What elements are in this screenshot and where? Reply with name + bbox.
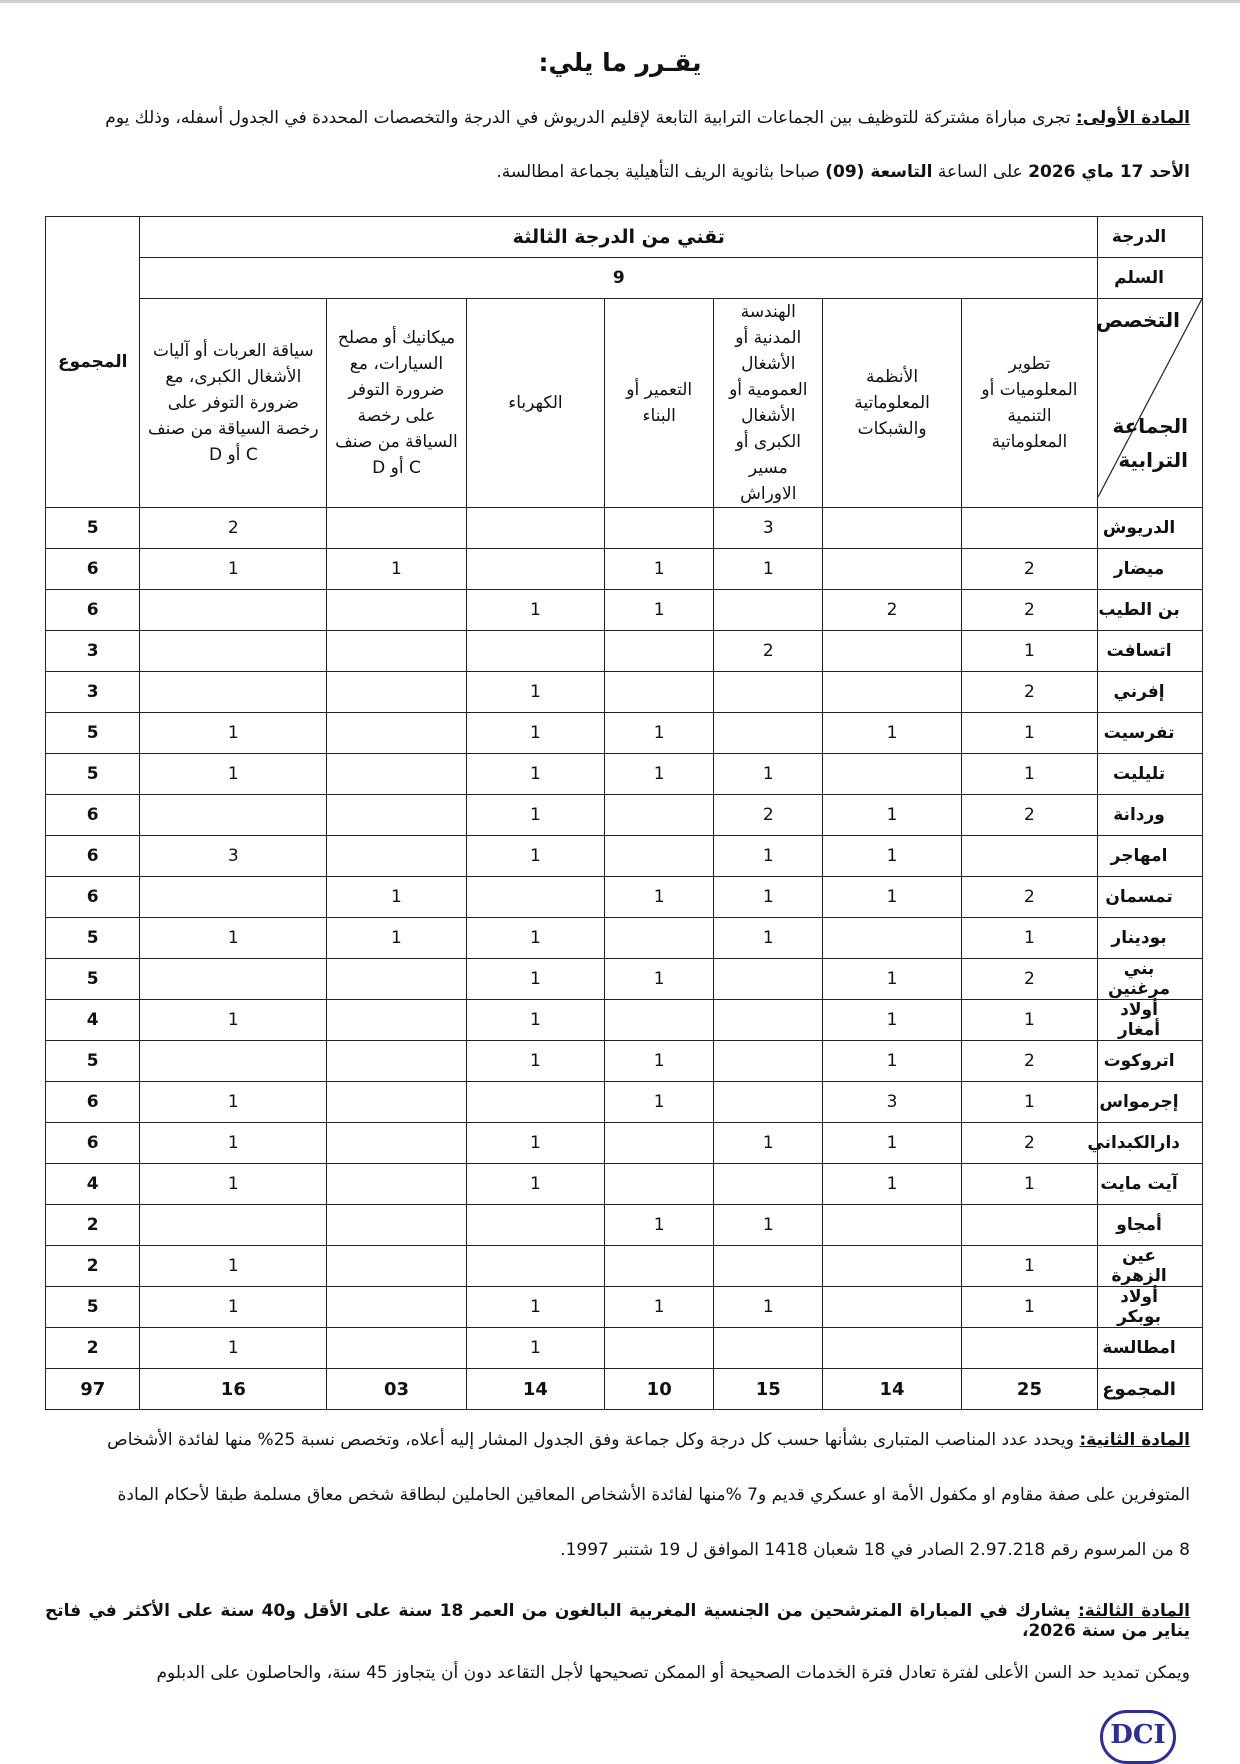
positions-cell: 1 — [605, 713, 714, 754]
positions-cell — [466, 508, 604, 549]
positions-cell — [823, 508, 961, 549]
commune-name: تليليت — [1098, 754, 1203, 795]
total-header: المجموع — [46, 217, 140, 508]
positions-cell: 1 — [961, 918, 1097, 959]
positions-cell — [714, 713, 823, 754]
row-total-cell: 6 — [46, 1123, 140, 1164]
positions-cell — [327, 1205, 467, 1246]
positions-cell: 1 — [140, 754, 327, 795]
positions-cell: 2 — [961, 1123, 1097, 1164]
table-row — [46, 1205, 1203, 1246]
specialty-label: التخصص — [1096, 308, 1180, 332]
row-total-cell: 6 — [46, 549, 140, 590]
table-row — [46, 672, 1203, 713]
positions-cell: 1 — [961, 1246, 1097, 1287]
specialty-header: التعمير أو البناء — [605, 299, 714, 508]
positions-cell — [823, 1246, 961, 1287]
positions-cell — [140, 795, 327, 836]
positions-cell — [140, 590, 327, 631]
positions-cell — [714, 1000, 823, 1041]
positions-cell: 2 — [961, 959, 1097, 1000]
commune-name: دارالكبداني — [1098, 1123, 1203, 1164]
row-total-cell: 2 — [46, 1246, 140, 1287]
page-top-edge — [0, 0, 1240, 3]
table-row — [46, 1287, 1203, 1328]
positions-cell: 1 — [605, 1287, 714, 1328]
positions-cell — [823, 754, 961, 795]
positions-cell: 2 — [823, 590, 961, 631]
commune-name: إجرمواس — [1098, 1082, 1203, 1123]
table-row — [46, 1164, 1203, 1205]
positions-cell: 1 — [714, 877, 823, 918]
positions-cell — [714, 590, 823, 631]
specialty-row — [46, 299, 1203, 508]
positions-cell: 1 — [466, 1328, 604, 1369]
specialty-commune-header — [1098, 299, 1203, 508]
commune-name: وردانة — [1098, 795, 1203, 836]
table-row — [46, 918, 1203, 959]
table-row — [46, 754, 1203, 795]
positions-cell: 1 — [466, 754, 604, 795]
positions-cell — [605, 672, 714, 713]
table-row — [46, 836, 1203, 877]
grade-row — [46, 217, 1203, 258]
positions-cell — [714, 672, 823, 713]
positions-cell — [327, 1123, 467, 1164]
article-3-line-1 — [45, 1601, 1190, 1641]
positions-cell: 2 — [961, 877, 1097, 918]
totals-row — [46, 1369, 1203, 1410]
positions-cell — [327, 795, 467, 836]
positions-cell — [140, 1041, 327, 1082]
positions-cell: 1 — [961, 713, 1097, 754]
article-3-label: المادة الثالثة: — [1077, 1601, 1190, 1621]
table-row — [46, 631, 1203, 672]
row-total-cell: 6 — [46, 590, 140, 631]
exam-date: الأحد 17 ماي 2026 — [1028, 162, 1190, 182]
specialty-header: الهندسة المدنية أو الأشغال العمومية أو الأشغال الكبرى أو مسير الاوراش — [714, 299, 823, 508]
positions-cell: 1 — [140, 1164, 327, 1205]
row-total-cell: 3 — [46, 631, 140, 672]
row-total-cell: 2 — [46, 1205, 140, 1246]
commune-label-line-1: الجماعة — [1112, 414, 1188, 438]
positions-cell: 1 — [714, 1205, 823, 1246]
positions-cell: 1 — [605, 549, 714, 590]
commune-name: أمجاو — [1098, 1205, 1203, 1246]
grade-value: تقني من الدرجة الثالثة — [140, 217, 1098, 258]
positions-table — [45, 216, 1203, 1410]
article-3-text-1: يشارك في المباراة المترشحين من الجنسية المغربية البالغون من العمر 18 سنة على الأقل و40 سنة على الأكثر في فاتح يناير من سنة 2026، — [45, 1601, 1190, 1641]
positions-cell: 1 — [466, 590, 604, 631]
row-total-cell: 6 — [46, 795, 140, 836]
specialty-header: الكهرباء — [466, 299, 604, 508]
commune-name: بني مرغنين — [1098, 959, 1203, 1000]
positions-cell — [714, 1246, 823, 1287]
table-row — [46, 877, 1203, 918]
positions-cell — [327, 508, 467, 549]
positions-cell — [466, 1082, 604, 1123]
positions-cell: 1 — [140, 1287, 327, 1328]
positions-cell — [714, 1082, 823, 1123]
table-row — [46, 549, 1203, 590]
commune-name: إفرني — [1098, 672, 1203, 713]
positions-cell: 3 — [140, 836, 327, 877]
row-total-cell: 5 — [46, 1041, 140, 1082]
decision-heading: يقـرر ما يلي: — [538, 48, 702, 77]
positions-cell: 1 — [466, 795, 604, 836]
positions-cell — [823, 1328, 961, 1369]
positions-cell — [327, 1041, 467, 1082]
article-1-line-2 — [45, 162, 1190, 182]
table-row — [46, 1041, 1203, 1082]
positions-cell — [823, 631, 961, 672]
row-total-cell: 3 — [46, 672, 140, 713]
row-total-cell: 5 — [46, 754, 140, 795]
positions-cell: 2 — [714, 631, 823, 672]
commune-name: تمسمان — [1098, 877, 1203, 918]
commune-name: الدريوش — [1098, 508, 1203, 549]
article-1-label: المادة الأولى: — [1075, 108, 1190, 128]
table-row — [46, 1000, 1203, 1041]
article-2-label: المادة الثانية: — [1079, 1430, 1190, 1450]
positions-cell — [466, 1205, 604, 1246]
positions-cell: 2 — [961, 795, 1097, 836]
positions-cell — [327, 1246, 467, 1287]
row-total-cell: 5 — [46, 508, 140, 549]
scale-row — [46, 258, 1203, 299]
table-row — [46, 795, 1203, 836]
positions-cell — [327, 713, 467, 754]
positions-cell: 1 — [605, 754, 714, 795]
positions-cell: 1 — [466, 1287, 604, 1328]
specialty-header: تطوير المعلوميات أو التنمية المعلوماتية — [961, 299, 1097, 508]
positions-cell: 1 — [823, 1041, 961, 1082]
positions-cell — [823, 1287, 961, 1328]
positions-cell — [605, 918, 714, 959]
positions-cell — [605, 631, 714, 672]
positions-cell — [714, 1328, 823, 1369]
commune-name: تفرسيت — [1098, 713, 1203, 754]
positions-cell: 1 — [961, 631, 1097, 672]
article-1-line-1 — [45, 108, 1190, 128]
positions-cell: 1 — [466, 713, 604, 754]
positions-cell: 1 — [605, 1082, 714, 1123]
positions-cell — [140, 631, 327, 672]
positions-cell: 1 — [714, 549, 823, 590]
positions-cell — [140, 959, 327, 1000]
positions-cell — [327, 1082, 467, 1123]
commune-name: بن الطيب — [1098, 590, 1203, 631]
positions-cell — [140, 1205, 327, 1246]
positions-cell — [714, 1164, 823, 1205]
specialty-header: الأنظمة المعلوماتية والشبكات — [823, 299, 961, 508]
positions-cell — [605, 1000, 714, 1041]
row-total-cell: 4 — [46, 1164, 140, 1205]
positions-cell: 1 — [466, 672, 604, 713]
positions-cell — [961, 836, 1097, 877]
positions-cell — [327, 836, 467, 877]
positions-cell — [823, 1205, 961, 1246]
positions-cell: 1 — [605, 1041, 714, 1082]
row-total-cell: 6 — [46, 1082, 140, 1123]
table-row — [46, 590, 1203, 631]
grade-label: الدرجة — [1098, 217, 1203, 258]
positions-cell — [327, 959, 467, 1000]
row-total-cell: 5 — [46, 959, 140, 1000]
positions-cell — [714, 959, 823, 1000]
row-total-cell: 5 — [46, 713, 140, 754]
positions-cell — [961, 508, 1097, 549]
positions-cell: 1 — [823, 877, 961, 918]
positions-cell — [605, 508, 714, 549]
specialty-total-cell: 10 — [605, 1369, 714, 1410]
positions-cell: 1 — [140, 713, 327, 754]
positions-cell — [327, 1287, 467, 1328]
positions-cell: 1 — [466, 836, 604, 877]
positions-cell: 2 — [961, 590, 1097, 631]
positions-cell: 1 — [605, 1205, 714, 1246]
table-row — [46, 713, 1203, 754]
positions-cell: 3 — [714, 508, 823, 549]
positions-cell — [714, 1041, 823, 1082]
specialty-header: سياقة العربات أو آليات الأشغال الكبرى، مع ضرورة التوفر على رخصة السياقة من صنف C أو D — [140, 299, 327, 508]
positions-cell: 1 — [466, 1123, 604, 1164]
positions-cell — [823, 672, 961, 713]
positions-cell: 1 — [823, 836, 961, 877]
table-row — [46, 959, 1203, 1000]
commune-name: امطالسة — [1098, 1328, 1203, 1369]
scale-label: السلم — [1098, 258, 1203, 299]
positions-cell: 1 — [466, 918, 604, 959]
table-row — [46, 1328, 1203, 1369]
positions-cell: 2 — [961, 549, 1097, 590]
positions-cell: 1 — [823, 1123, 961, 1164]
commune-name: ميضار — [1098, 549, 1203, 590]
article-2-text-1: ويحدد عدد المناصب المتبارى بشأنها حسب كل درجة وكل جماعة وفق الجدول المشار إليه أعلاه، وتخصص نسبة 25% منها لفائدة الأشخاص — [107, 1430, 1080, 1450]
commune-name: امهاجر — [1098, 836, 1203, 877]
article-3-line-2: ويمكن تمديد حد السن الأعلى لفترة تعادل فترة الخدمات الصحيحة أو الممكن تصحيحها لأجل التقاعد دون أن يتجاوز 45 سنة، والحاصلون على الدبلوم — [156, 1663, 1190, 1683]
positions-cell: 2 — [961, 1041, 1097, 1082]
positions-cell — [605, 1123, 714, 1164]
article-1-text: تجرى مباراة مشتركة للتوظيف بين الجماعات الترابية التابعة لإقليم الدريوش في الدرجة والتخصصات المحددة في الجدول أسفله، وذلك يوم — [105, 108, 1076, 128]
scale-value: 9 — [140, 258, 1098, 299]
specialty-total-cell: 14 — [823, 1369, 961, 1410]
positions-cell — [605, 1246, 714, 1287]
positions-cell: 1 — [140, 1123, 327, 1164]
row-total-cell: 4 — [46, 1000, 140, 1041]
commune-name: عين الزهرة — [1098, 1246, 1203, 1287]
positions-cell — [823, 549, 961, 590]
positions-cell — [327, 1164, 467, 1205]
table-row — [46, 1082, 1203, 1123]
positions-cell — [327, 1000, 467, 1041]
positions-cell: 3 — [823, 1082, 961, 1123]
article-1-end: صباحا بثانوية الريف التأهيلية بجماعة امطالسة. — [496, 162, 826, 182]
row-total-cell: 6 — [46, 836, 140, 877]
specialty-total-cell: 03 — [327, 1369, 467, 1410]
positions-cell: 1 — [466, 1000, 604, 1041]
positions-cell: 2 — [140, 508, 327, 549]
article-2-line-2: المتوفرين على صفة مقاوم او مكفول الأمة او عسكري قديم و7 %منها لفائدة الأشخاص المعاقين الحاملين لبطاقة شخص معاق مسلمة طبقا لأحكام المادة — [117, 1485, 1190, 1505]
positions-cell: 1 — [605, 590, 714, 631]
commune-name: بودينار — [1098, 918, 1203, 959]
positions-cell — [140, 877, 327, 918]
positions-cell: 1 — [714, 1287, 823, 1328]
positions-cell: 2 — [714, 795, 823, 836]
positions-cell — [466, 549, 604, 590]
positions-cell — [327, 1328, 467, 1369]
positions-cell: 1 — [961, 1164, 1097, 1205]
specialty-total-cell: 16 — [140, 1369, 327, 1410]
specialty-total-cell: 15 — [714, 1369, 823, 1410]
positions-cell — [466, 1246, 604, 1287]
positions-cell — [327, 672, 467, 713]
positions-cell: 1 — [140, 1000, 327, 1041]
row-total-cell: 5 — [46, 1287, 140, 1328]
positions-cell: 1 — [140, 549, 327, 590]
positions-cell: 1 — [605, 959, 714, 1000]
commune-name: أولاد أمغار — [1098, 1000, 1203, 1041]
row-total-cell: 6 — [46, 877, 140, 918]
stamp-logo: DCI — [1100, 1710, 1176, 1764]
table-row — [46, 1246, 1203, 1287]
positions-cell — [327, 754, 467, 795]
positions-cell: 1 — [823, 959, 961, 1000]
article-2-line-1 — [45, 1430, 1190, 1450]
positions-cell: 1 — [961, 754, 1097, 795]
positions-cell: 2 — [961, 672, 1097, 713]
positions-cell — [605, 795, 714, 836]
positions-cell — [327, 590, 467, 631]
positions-cell: 1 — [327, 877, 467, 918]
positions-cell: 1 — [466, 1041, 604, 1082]
positions-cell — [605, 836, 714, 877]
grand-total-cell: 97 — [46, 1369, 140, 1410]
positions-cell: 1 — [327, 918, 467, 959]
positions-cell: 1 — [714, 836, 823, 877]
positions-cell: 1 — [140, 1082, 327, 1123]
positions-cell: 1 — [466, 1164, 604, 1205]
positions-cell: 1 — [466, 959, 604, 1000]
commune-name: اتسافت — [1098, 631, 1203, 672]
commune-name: أولاد بوبكر — [1098, 1287, 1203, 1328]
positions-cell — [466, 877, 604, 918]
commune-label-line-2: الترابية — [1118, 448, 1188, 472]
article-1-mid: على الساعة — [932, 162, 1029, 182]
commune-name: آيت مايت — [1098, 1164, 1203, 1205]
positions-cell: 1 — [714, 754, 823, 795]
positions-cell: 1 — [140, 918, 327, 959]
specialty-total-cell: 25 — [961, 1369, 1097, 1410]
commune-label — [1113, 409, 1189, 477]
positions-cell — [605, 1164, 714, 1205]
positions-cell: 1 — [714, 1123, 823, 1164]
positions-cell: 1 — [961, 1287, 1097, 1328]
positions-cell: 1 — [823, 1000, 961, 1041]
row-total-cell: 5 — [46, 918, 140, 959]
specialty-header: ميكانيك أو مصلح السيارات، مع ضرورة التوفر على رخصة السياقة من صنف C أو D — [327, 299, 467, 508]
row-total-cell: 2 — [46, 1328, 140, 1369]
specialty-total-cell: 14 — [466, 1369, 604, 1410]
positions-cell — [140, 672, 327, 713]
positions-cell: 1 — [140, 1328, 327, 1369]
positions-cell: 1 — [961, 1000, 1097, 1041]
positions-cell — [823, 918, 961, 959]
positions-cell — [327, 631, 467, 672]
positions-cell: 1 — [961, 1082, 1097, 1123]
positions-cell: 1 — [823, 795, 961, 836]
table-row — [46, 1123, 1203, 1164]
positions-cell: 1 — [140, 1246, 327, 1287]
commune-name: اتروكوت — [1098, 1041, 1203, 1082]
positions-cell — [961, 1328, 1097, 1369]
positions-cell: 1 — [714, 918, 823, 959]
positions-cell — [605, 1328, 714, 1369]
positions-cell — [466, 631, 604, 672]
positions-cell: 1 — [605, 877, 714, 918]
positions-cell: 1 — [327, 549, 467, 590]
positions-cell: 1 — [823, 1164, 961, 1205]
article-2-line-3: 8 من المرسوم رقم 2.97.218 الصادر في 18 شعبان 1418 الموافق ل 19 شتنبر 1997. — [560, 1540, 1190, 1560]
table-row — [46, 508, 1203, 549]
positions-cell — [961, 1205, 1097, 1246]
positions-cell: 1 — [823, 713, 961, 754]
totals-label: المجموع — [1098, 1369, 1203, 1410]
exam-time: التاسعة (09) — [825, 162, 933, 182]
